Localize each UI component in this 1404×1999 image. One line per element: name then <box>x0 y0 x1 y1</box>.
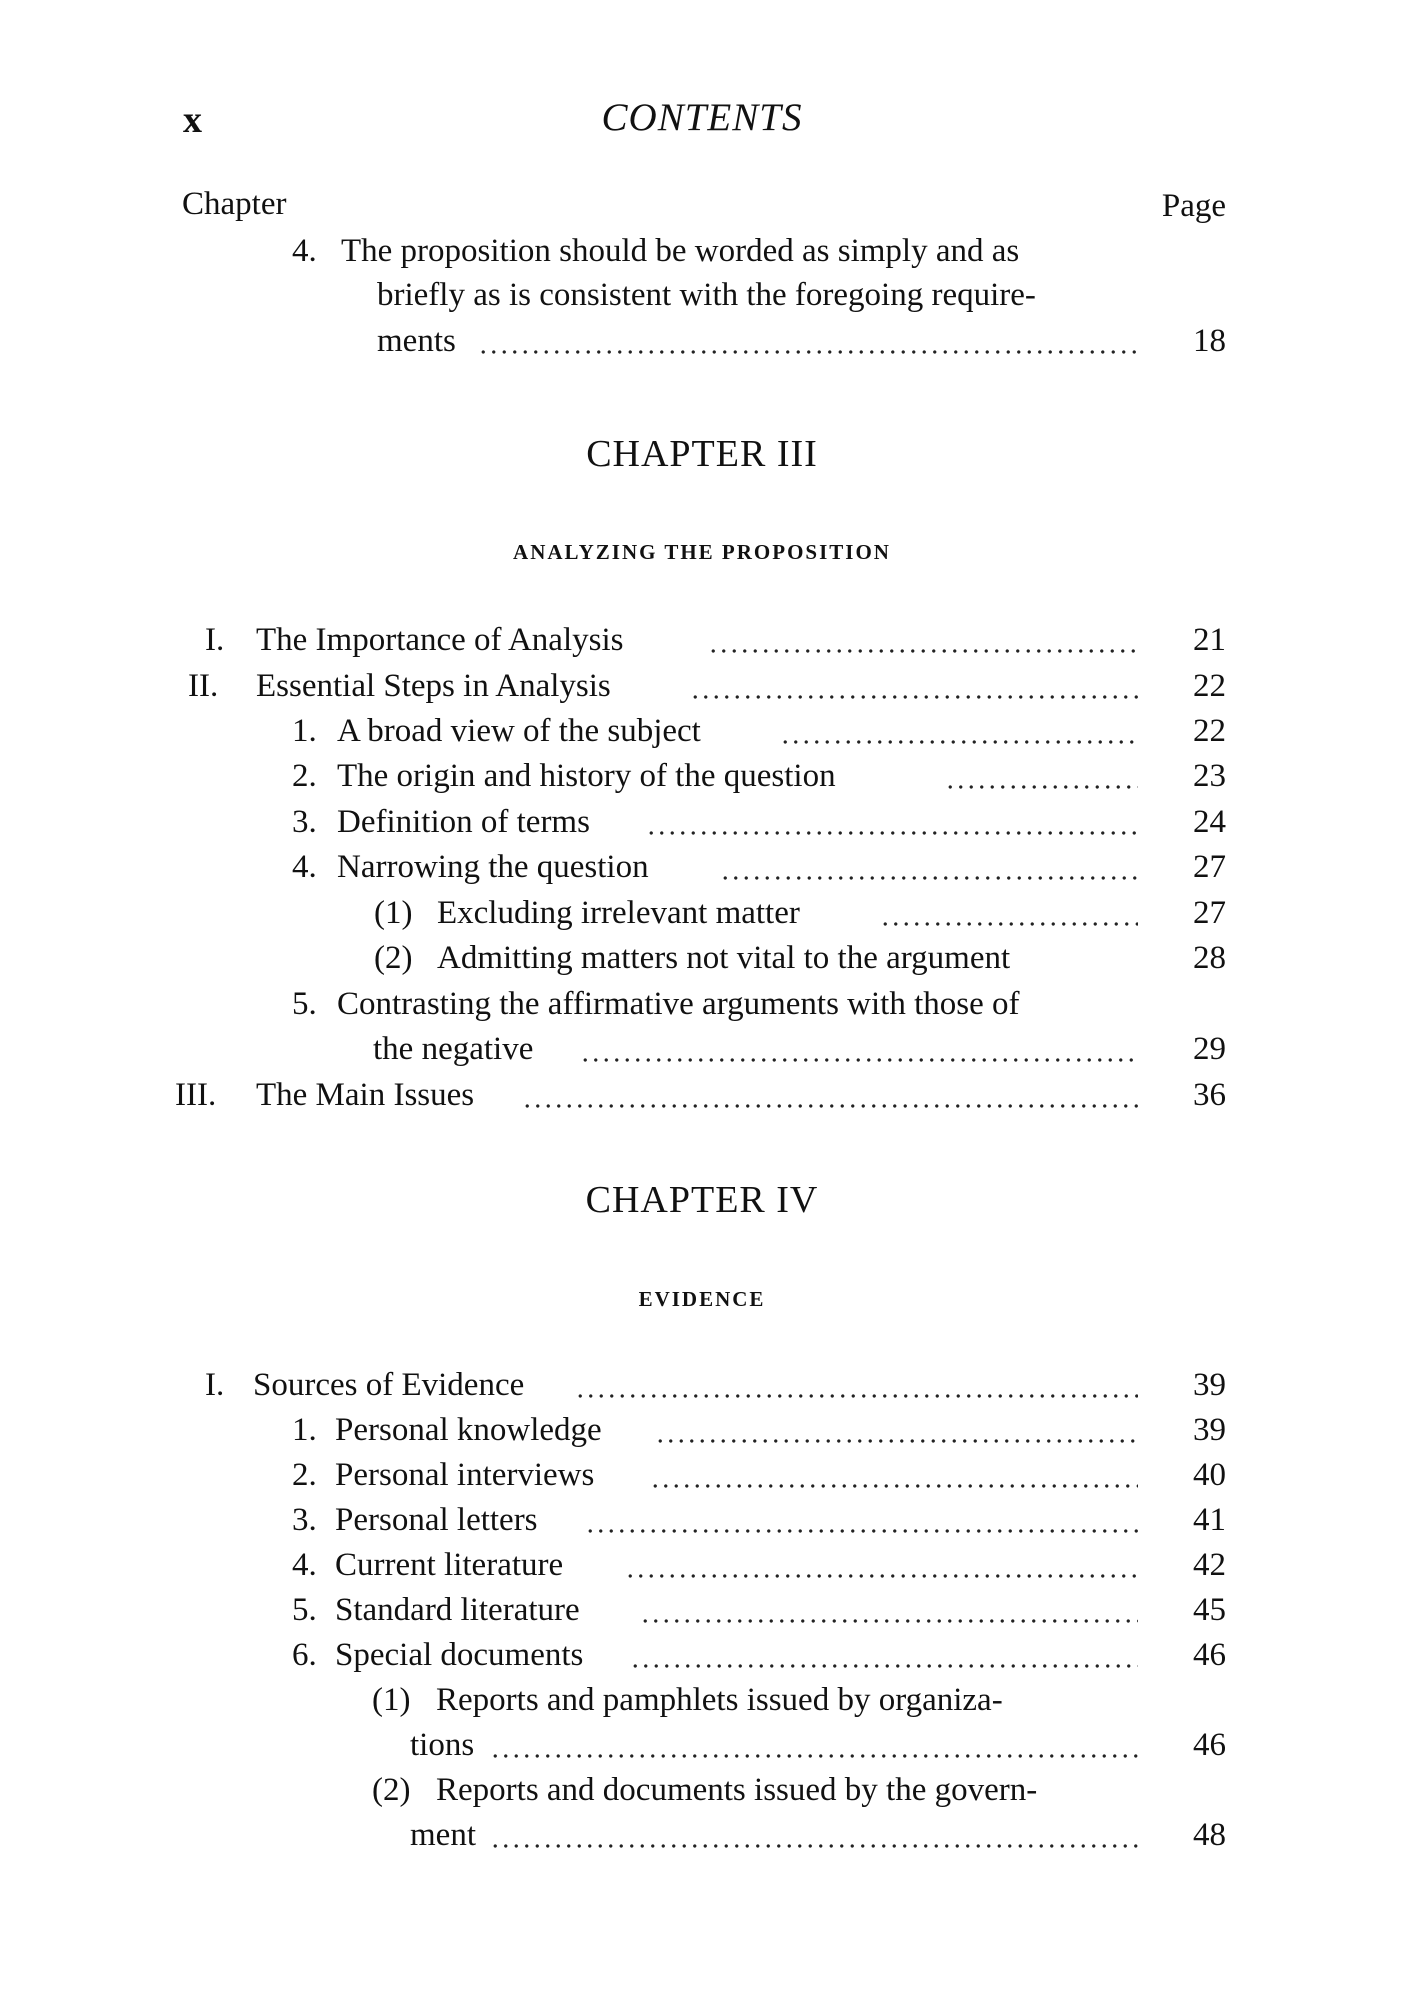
entry-title: The proposition should be worded as simply and as <box>341 233 1020 269</box>
entry-number: 5. <box>292 986 317 1022</box>
toc-entry <box>0 1542 1404 1588</box>
toc-entry <box>0 1632 1404 1678</box>
chapter-heading: CHAPTER III <box>586 433 818 475</box>
entry-page: 22 <box>1193 713 1226 749</box>
entry-number: 5. <box>292 1592 317 1628</box>
toc-entry <box>0 1026 1404 1072</box>
entry-title: tions <box>410 1727 475 1763</box>
entry-page: 39 <box>1193 1412 1226 1448</box>
entry-page: 46 <box>1193 1637 1226 1673</box>
entry-number: 6. <box>292 1637 317 1673</box>
entry-page: 29 <box>1193 1031 1226 1067</box>
toc-entry <box>0 708 1404 754</box>
toc-entry <box>0 1452 1404 1498</box>
dot-leader <box>646 831 1138 835</box>
dot-leader <box>655 1439 1138 1443</box>
entry-page: 23 <box>1193 758 1226 794</box>
toc-entry <box>0 228 1404 274</box>
entry-number: 4. <box>292 233 317 269</box>
toc-entry <box>0 935 1404 981</box>
dot-leader <box>630 1664 1138 1668</box>
toc-entry <box>0 1362 1404 1408</box>
dot-leader <box>522 1104 1138 1108</box>
entry-title: Reports and documents issued by the govern- <box>436 1772 1038 1808</box>
chapter-subtitle: EVIDENCE <box>638 1287 766 1311</box>
entry-title: Narrowing the question <box>337 849 649 885</box>
entry-page: 48 <box>1193 1817 1226 1853</box>
dot-leader <box>650 1484 1138 1488</box>
dot-leader <box>575 1394 1138 1398</box>
toc-entry <box>0 272 1404 318</box>
toc-entry <box>0 981 1404 1027</box>
toc-entry <box>0 753 1404 799</box>
entry-title: Personal letters <box>335 1502 538 1538</box>
entry-title: Sources of Evidence <box>253 1367 525 1403</box>
entry-number: 2. <box>292 758 317 794</box>
entry-page: 45 <box>1193 1592 1226 1628</box>
toc-entry <box>0 1407 1404 1453</box>
entry-title: ment <box>410 1817 476 1853</box>
entry-page: 22 <box>1193 668 1226 704</box>
entry-page: 39 <box>1193 1367 1226 1403</box>
toc-entry <box>0 1587 1404 1633</box>
toc-entry <box>0 890 1404 936</box>
entry-number: III. <box>175 1077 217 1113</box>
toc-entry <box>0 1677 1404 1723</box>
dot-leader <box>780 740 1138 744</box>
entry-title: Reports and pamphlets issued by organiza- <box>436 1682 1003 1718</box>
dot-leader <box>690 695 1138 699</box>
entry-page: 41 <box>1193 1502 1226 1538</box>
toc-entry <box>0 1812 1404 1858</box>
entry-number: 4. <box>292 849 317 885</box>
entry-number: 1. <box>292 1412 317 1448</box>
chapter-subtitle: ANALYZING THE PROPOSITION <box>513 540 891 564</box>
entry-page: 36 <box>1193 1077 1226 1113</box>
entry-number: 1. <box>292 713 317 749</box>
entry-page: 28 <box>1193 940 1226 976</box>
entry-number: II. <box>188 668 219 704</box>
dot-leader <box>625 1574 1138 1578</box>
entry-title: Current literature <box>335 1547 564 1583</box>
dot-leader <box>580 1058 1138 1062</box>
entry-number: I. <box>205 1367 225 1403</box>
toc-entry <box>0 1722 1404 1768</box>
entry-title: The origin and history of the question <box>337 758 836 794</box>
entry-title: ments <box>377 323 456 359</box>
dot-leader <box>490 1844 1138 1848</box>
entry-title: Definition of terms <box>337 804 590 840</box>
column-label-page: Page <box>1161 188 1226 224</box>
entry-number: 2. <box>292 1457 317 1493</box>
entry-title: Standard literature <box>335 1592 580 1628</box>
dot-leader <box>880 922 1138 926</box>
entry-title: Personal interviews <box>335 1457 595 1493</box>
entry-number: 3. <box>292 804 317 840</box>
entry-page: 27 <box>1193 895 1226 931</box>
entry-page: 21 <box>1193 622 1226 658</box>
entry-title: A broad view of the subject <box>337 713 701 749</box>
entry-page: 42 <box>1193 1547 1226 1583</box>
entry-number: 3. <box>292 1502 317 1538</box>
entry-title: Special documents <box>335 1637 584 1673</box>
entry-title: Personal knowledge <box>335 1412 602 1448</box>
entry-number: (2) <box>372 1772 411 1808</box>
column-label-chapter: Chapter <box>182 186 287 222</box>
entry-page: 27 <box>1193 849 1226 885</box>
dot-leader <box>585 1529 1138 1533</box>
dot-leader <box>640 1619 1138 1623</box>
toc-entry <box>0 1497 1404 1543</box>
chapter-heading: CHAPTER IV <box>585 1179 819 1221</box>
entry-title: the negative <box>373 1031 534 1067</box>
entry-title: The Main Issues <box>256 1077 475 1113</box>
entry-number: 4. <box>292 1547 317 1583</box>
dot-leader <box>478 350 1138 354</box>
entry-number: I. <box>205 622 225 658</box>
entry-page: 40 <box>1193 1457 1226 1493</box>
page-number: x <box>183 99 202 141</box>
entry-number: (2) <box>374 940 413 976</box>
entry-title: Essential Steps in Analysis <box>256 668 611 704</box>
dot-leader <box>708 649 1138 653</box>
toc-entry <box>0 663 1404 709</box>
entry-number: (1) <box>372 1682 411 1718</box>
running-head: CONTENTS <box>601 96 803 139</box>
toc-entry <box>0 1072 1404 1118</box>
entry-page: 18 <box>1193 323 1226 359</box>
toc-entry <box>0 799 1404 845</box>
dot-leader <box>720 876 1138 880</box>
dot-leader <box>490 1754 1138 1758</box>
entry-title: Admitting matters not vital to the argument <box>437 940 1011 976</box>
entry-page: 46 <box>1193 1727 1226 1763</box>
toc-entry <box>0 1767 1404 1813</box>
entry-title: Excluding irrelevant matter <box>437 895 800 931</box>
toc-entry <box>0 617 1404 663</box>
entry-page: 24 <box>1193 804 1226 840</box>
entry-title: Contrasting the affirmative arguments with those of <box>337 986 1020 1022</box>
entry-number: (1) <box>374 895 413 931</box>
toc-entry <box>0 844 1404 890</box>
toc-entry <box>0 318 1404 364</box>
dot-leader <box>945 785 1138 789</box>
entry-title: briefly as is consistent with the foregoing require- <box>377 277 1036 313</box>
entry-title: The Importance of Analysis <box>256 622 624 658</box>
